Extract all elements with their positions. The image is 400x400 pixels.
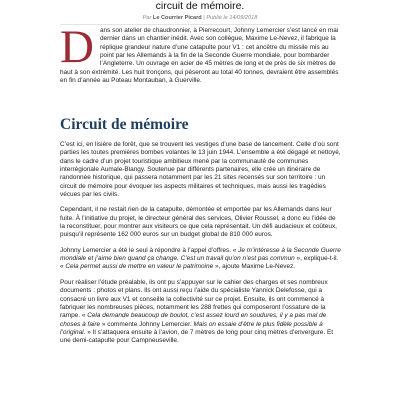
paragraph-3-text-b: », explique-t-il. « xyxy=(60,255,339,271)
lead-paragraph xyxy=(60,21,342,85)
paragraph-1: C’est ici, en lisière de forêt, que se trouvent les vestiges d’une base de lancement. Celle d’où sont parties les toutes premières bombes volantes le 13 juin 1944. L’ensemble a été dégagé et nettoyé, dans le cadre d’un projet touristique ambitieux mené par la communauté de communes interrégionale Aumale-Blangy. Soutenue par différents partenaires, elle crée un itinéraire de randonnée historique, qui passera notamment par les 21 sites recensés sur son territoire : un circuit de mémoire pour évoquer les aspects militaires et techniques, mais aussi les tragédies vécues par les civils. xyxy=(60,141,341,199)
header-divider xyxy=(60,24,340,25)
quote-3: Cela demande beaucoup de boulot, c’est assez lourd en soudures, il y a pas mal de choses à faire xyxy=(60,312,327,328)
quote-4: Mais on essaie d’être le plus fidèle possible à l’original. xyxy=(60,320,323,336)
article-title: circuit de mémoire. xyxy=(155,0,245,12)
paragraph-3-text-c: », ajoute Maxime Le-Nevez. xyxy=(213,263,296,271)
byline-separator: | xyxy=(203,15,207,21)
section-heading: Circuit de mémoire xyxy=(60,116,189,133)
quote-1: Je m’intéresse à la Seconde Guerre mondiale et j’aime bien quand ça change. C’est un travail qu’on n’est pas commun xyxy=(60,246,341,263)
paragraph-2: Cependant, il ne restait rien de la catapulte, démontée et emportée par les Allemands dans leur fuite. À l’initiative du projet, le directeur général des services, Olivier Roussel, a donc eu l’idée de la reconstituer, pour montrer aux visiteurs ce que cela représentait. Un défi audacieux et coûteux, puisqu’il représente 162 000 euros sur un budget global de 810 000 euros. xyxy=(60,206,337,239)
paragraph-4-text-c: » Il s’attaquera ensuite à l’avion, de 7 mètres de long pour cinq mètres d’envergure. Et une demi-catapulte pour Campneuseville. xyxy=(60,328,334,345)
quote-2: Cela permet aussi de mettre en valeur le patrimoine xyxy=(65,263,214,271)
byline-source-link[interactable]: Le Courrier Picard xyxy=(152,15,202,21)
byline-prefix: Par xyxy=(142,15,152,21)
paragraph-4 xyxy=(60,279,342,346)
paragraph-4-text-b: » commente Johnny Lemercier. xyxy=(100,320,194,328)
paragraph-3-text-a: Johnny Lemercier a été le seul à répondre à l’appel d’offres. « xyxy=(60,246,239,254)
article-body xyxy=(60,141,342,353)
byline-published-label: Publié le xyxy=(206,15,228,21)
paragraph-3 xyxy=(60,247,342,272)
byline-date: 14/09/2018 xyxy=(229,15,258,21)
drop-cap: D xyxy=(60,21,94,73)
paragraph-4-text-a: Pour réaliser l’étude préalable, ils ont pu s’appuyer sur le cahier des charges et ses nombreux documents : photos et plans. Ils ont aussi reçu l’aide du spécialiste Yannick Delefosse, qui a consacré un livre aux V1 et conseille la collectivité sur ce projet. Ensuite, ils ont commencé à fabriquer les nombreuses pièces, notamment les 288 frettes qui composeront l’ossature de la rampe. « xyxy=(60,278,328,320)
lead-text: ans son atelier de chaudronnier, à Pierrecourt, Johnny Lemercier s’est lancé en mai dernier dans un chantier inédit. Avec son collègue, Maxime Le-Nevez, il fabrique la réplique grandeur nature d’une catapulte pour V1 : cet ancêtre du missile mis au point par les Allemands à la fin de la Seconde Guerre mondiale, pour bombarder l’Angleterre. Un ouvrage en acier de 45 mètres de long et de près de six mètres de haut à son extrémité. Les huit tronçons, qui pèseront au total 40 tonnes, devraient être assemblés en fin d’année au Poteau Montauban, à Guerville. xyxy=(60,27,339,85)
